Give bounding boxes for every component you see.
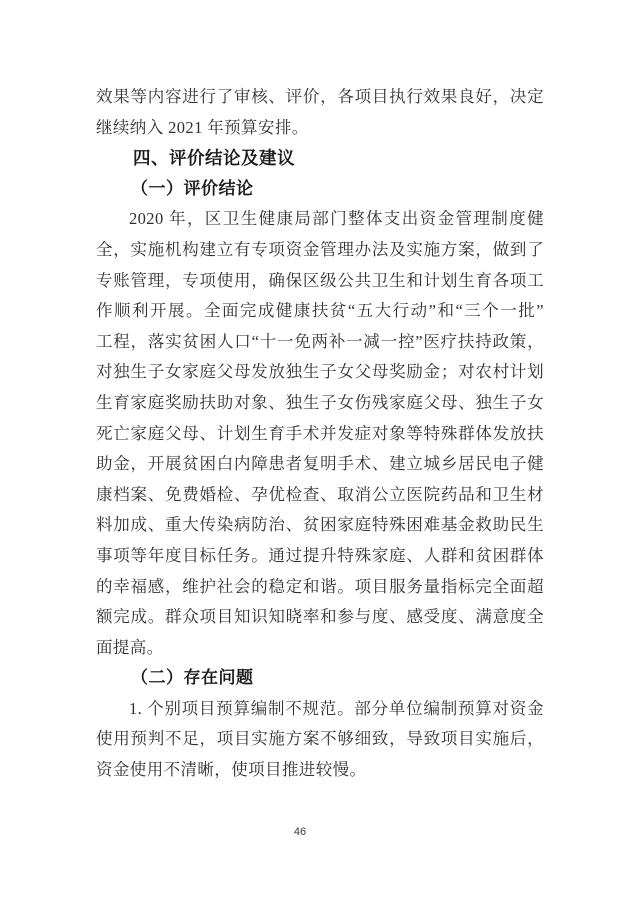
text-line: 助金，开展贫困白内障患者复明手术、建立城乡居民电子健 (96, 454, 544, 474)
text-line: 资金使用不清晰，使项目推进较慢。 (96, 760, 367, 780)
text-line: 1. 个别项目预算编制不规范。部分单位编制预算对资金 (129, 698, 544, 718)
section-heading: （二）存在问题 (131, 668, 254, 688)
text-line: 料加成、重大传染病防治、贫困家庭特殊困难基金救助民生 (96, 515, 544, 535)
text-line: 全，实施机构建立有专项资金管理办法及实施方案，做到了 (96, 239, 544, 259)
text-line: 效果等内容进行了审核、评价，各项目执行效果良好，决定 (96, 87, 544, 106)
section-heading: （一）评价结论 (131, 178, 254, 198)
text-line: 2020 年，区卫生健康局部门整体支出资金管理制度健 (129, 209, 544, 229)
text-line: 死亡家庭父母、计划生育手术并发症对象等特殊群体发放扶 (96, 423, 544, 443)
text-line: 专账管理，专项使用，确保区级公共卫生和计划生育各项工 (96, 270, 544, 290)
text-line: 额完成。群众项目知识知晓率和参与度、感受度、满意度全 (96, 607, 544, 627)
page-number: 46 (293, 826, 307, 838)
text-line: 的幸福感，维护社会的稳定和谐。项目服务量指标完全面超 (96, 576, 544, 596)
section-heading: 四、评价结论及建议 (133, 148, 295, 169)
text-line: 生育家庭奖励扶助对象、独生子女伤残家庭父母、独生子女 (96, 392, 544, 412)
text-line: 康档案、免费婚检、孕优检查、取消公立医院药品和卫生材 (96, 484, 544, 504)
text-line: 面提高。 (96, 637, 164, 657)
text-line: 事项等年度目标任务。通过提升特殊家庭、人群和贫困群体 (96, 545, 544, 565)
text-line: 使用预判不足，项目实施方案不够细致，导致项目实施后， (96, 729, 544, 749)
text-line: 对独生子女家庭父母发放独生子女父母奖励金；对农村计划 (96, 362, 544, 382)
document-body (96, 82, 544, 786)
text-line: 作顺利开展。全面完成健康扶贫“五大行动”和“三个一批” (96, 301, 544, 321)
text-line: 继续纳入 2021 年预算安排。 (96, 117, 309, 137)
text-line: 工程，落实贫困人口“十一免两补一减一控”医疗扶持政策， (96, 331, 544, 351)
